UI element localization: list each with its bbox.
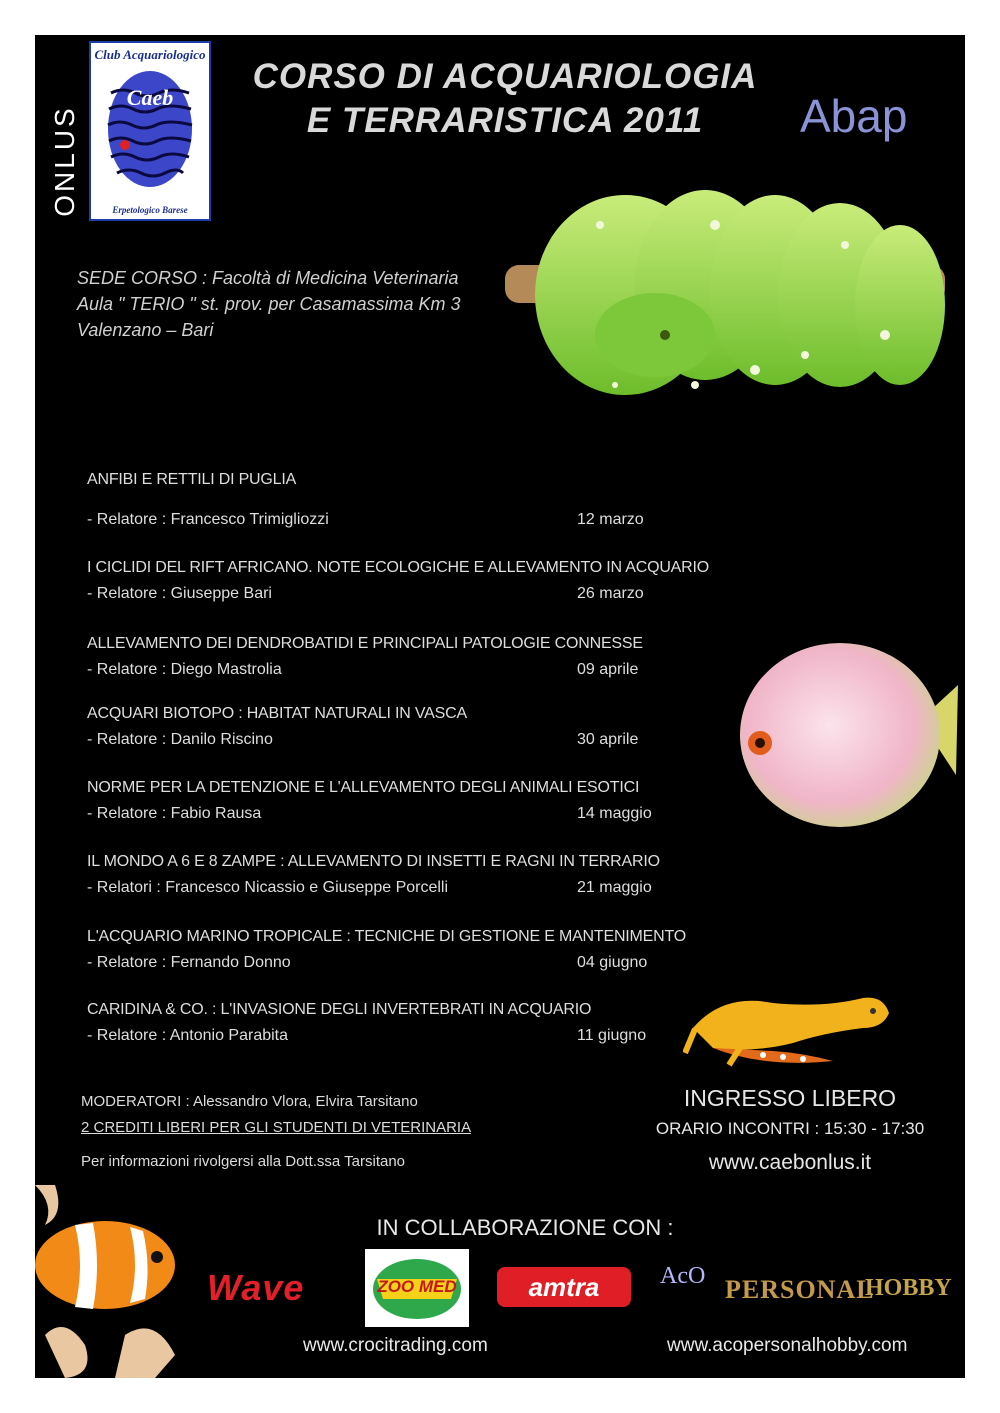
lecture-item: [87, 928, 727, 978]
lecture-speaker-row: [87, 1027, 727, 1051]
hours-text: ORARIO INCONTRI : 15:30 - 17:30: [655, 1119, 925, 1138]
url-right[interactable]: www.acopersonalhobby.com: [667, 1335, 908, 1356]
lecture-speaker-row: [87, 731, 727, 755]
discus-logo-icon: [103, 63, 197, 193]
lecture-item: [87, 471, 727, 535]
lecture-item: [87, 635, 727, 685]
venue-block: [77, 265, 537, 343]
lecture-item: [87, 1001, 727, 1051]
lecture-item: [87, 559, 727, 609]
zoomed-logo: [365, 1249, 469, 1327]
lecture-date: 04 giugno: [577, 954, 648, 971]
aco-logo: AcO: [660, 1263, 706, 1289]
lecture-speaker: - Relatore : Danilo Riscino: [87, 731, 273, 748]
url-left[interactable]: www.crocitrading.com: [303, 1335, 488, 1356]
lecture-speaker: - Relatori : Francesco Nicassio e Giuseppe Porcelli: [87, 879, 449, 896]
abap-logo: Abap: [800, 90, 908, 142]
venue-line-3: Valenzano – Bari: [77, 320, 214, 340]
website-link[interactable]: www.caebonlus.it: [708, 1151, 872, 1174]
info-text: Per informazioni rivolgersi alla Dott.ssa Tarsitano: [81, 1153, 406, 1170]
lecture-date: 26 marzo: [577, 585, 644, 602]
lecture-item: [87, 705, 727, 755]
lecture-item: [87, 853, 727, 903]
zoomed-logo-text: ZOO MED: [377, 1277, 457, 1296]
lecture-date: 09 aprile: [577, 661, 639, 678]
lecture-speaker-row: [87, 585, 727, 609]
lecture-date: 14 maggio: [577, 805, 652, 822]
onlus-label: ONLUS: [49, 105, 80, 217]
lecture-item: [87, 779, 727, 829]
club-logo: [89, 41, 211, 221]
lecture-speaker-row: [87, 879, 727, 903]
title-line-2: E TERRARISTICA 2011: [306, 101, 704, 140]
green-python-icon: [505, 185, 945, 425]
lecture-speaker-row: [87, 954, 727, 978]
wave-logo: Wave: [207, 1267, 305, 1308]
lecture-title: I CICLIDI DEL RIFT AFRICANO. NOTE ECOLOGICHE E ALLEVAMENTO IN ACQUARIO: [87, 559, 709, 576]
personal-logo: PERSONAL: [725, 1275, 875, 1304]
lecture-title: L'ACQUARIO MARINO TROPICALE : TECNICHE DI GESTIONE E MANTENIMENTO: [87, 928, 687, 945]
discus-fish-icon: [730, 625, 960, 835]
lecture-title: NORME PER LA DETENZIONE E L'ALLEVAMENTO DEGLI ANIMALI ESOTICI: [87, 779, 640, 796]
hobby-logo: HOBBY: [865, 1275, 952, 1301]
venue-line-1: SEDE CORSO : Facoltà di Medicina Veterinaria: [77, 268, 459, 288]
collaboration-title: IN COLLABORAZIONE CON :: [376, 1215, 674, 1240]
lecture-speaker: - Relatore : Francesco Trimigliozzi: [87, 511, 329, 528]
club-logo-middle-text: Caeb: [126, 85, 174, 110]
lecture-speaker-row: [87, 661, 727, 685]
lecture-speaker: - Relatore : Fernando Donno: [87, 954, 291, 971]
lecture-date: 21 maggio: [577, 879, 652, 896]
credits-text: 2 CREDITI LIBERI PER GLI STUDENTI DI VETERINARIA: [81, 1119, 472, 1136]
amtra-logo: amtra: [497, 1267, 631, 1307]
lecture-speaker: - Relatore : Giuseppe Bari: [87, 585, 272, 602]
lecture-title: IL MONDO A 6 E 8 ZAMPE : ALLEVAMENTO DI INSETTI E RAGNI IN TERRARIO: [87, 853, 660, 870]
gecko-icon: [683, 973, 893, 1073]
lecture-speaker: - Relatore : Antonio Parabita: [87, 1027, 289, 1044]
lecture-date: 11 giugno: [577, 1027, 647, 1044]
moderators-text: MODERATORI : Alessandro Vlora, Elvira Tarsitano: [81, 1093, 418, 1110]
lecture-title: ANFIBI E RETTILI DI PUGLIA: [87, 471, 297, 488]
lecture-date: 30 aprile: [577, 731, 639, 748]
entry-text: INGRESSO LIBERO: [683, 1085, 897, 1111]
club-logo-bottom-text: Erpetologico Barese: [112, 205, 188, 215]
lecture-title: ALLEVAMENTO DEI DENDROBATIDI E PRINCIPALI PATOLOGIE CONNESSE: [87, 635, 643, 652]
poster: [35, 35, 965, 1378]
title-line-1: CORSO DI ACQUARIOLOGIA: [252, 57, 758, 96]
clownfish-icon: [35, 1185, 185, 1378]
lecture-speaker-row: [87, 511, 727, 535]
lecture-speaker: - Relatore : Diego Mastrolia: [87, 661, 282, 678]
lecture-title: ACQUARI BIOTOPO : HABITAT NATURALI IN VASCA: [87, 705, 467, 722]
lecture-speaker-row: [87, 805, 727, 829]
club-logo-top-text: Club Acquariologico: [94, 47, 206, 62]
lecture-speaker: - Relatore : Fabio Rausa: [87, 805, 262, 822]
lecture-title: CARIDINA & CO. : L'INVASIONE DEGLI INVERTEBRATI IN ACQUARIO: [87, 1001, 592, 1018]
lecture-date: 12 marzo: [577, 511, 644, 528]
venue-line-2: Aula " TERIO " st. prov. per Casamassima Km 3: [77, 294, 461, 314]
